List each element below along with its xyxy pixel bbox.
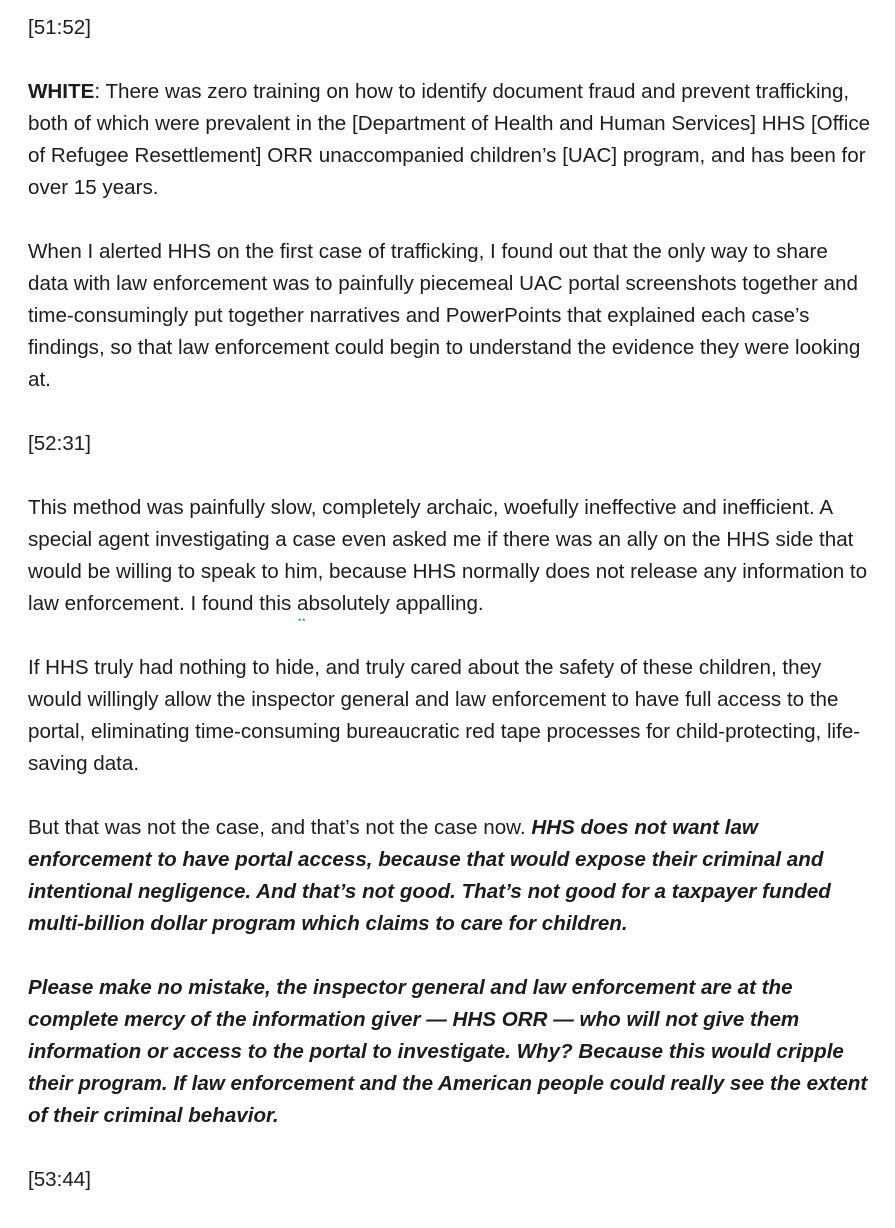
paragraph-4: If HHS truly had nothing to hide, and truly cared about the safety of these children, they would willingly allow the inspector general and law enforcement to have full access to the portal, eliminating time-consuming bureaucratic red tape processes for child-protecting, life-saving data.: [28, 656, 861, 775]
timestamp-3: [53:44]: [28, 1168, 91, 1191]
paragraph-1: [28, 76, 873, 204]
spellcheck-marked-word[interactable]: [297, 588, 309, 625]
paragraph-6: Please make no mistake, the inspector general and law enforcement are at the complete mercy of the information giver — HHS ORR — who will not give them information or access to the portal to investigate. Why? Because this would cripple their program. If law enforcement and the American people could really see the extent of their criminal behavior.: [28, 976, 868, 1127]
timestamp-1: [51:52]: [28, 16, 91, 39]
paragraph-1-text: There was zero training on how to identify document fraud and prevent trafficking, both of which were prevalent in the [Department of Health and Human Services] HHS [Office of Refugee Resettlement] ORR unaccompanied children’s [UAC] program, and has been for over 15 years.: [28, 80, 871, 199]
spellcheck-marked-letter: a: [297, 592, 309, 615]
speaker-name: WHITE: [28, 80, 95, 103]
timestamp-2: [52:31]: [28, 432, 91, 455]
paragraph-5-plain: But that was not the case, and that’s not the case now.: [28, 816, 532, 839]
spellcheck-dots-icon: ••: [298, 615, 307, 625]
paragraph-3: [28, 492, 873, 625]
speaker-separator: :: [94, 80, 101, 103]
paragraph-5: [28, 812, 873, 940]
paragraph-5-emphasis: HHS does not want law enforcement to have portal access, because that would expose their criminal and intentional negligence. And that’s not good. That’s not good for a taxpayer funded multi-billion dollar program which claims to care for children.: [28, 816, 831, 935]
paragraph-2: When I alerted HHS on the first case of trafficking, I found out that the only way to share data with law enforcement was to painfully piecemeal UAC portal screenshots together and time-consumingly put together narratives and PowerPoints that explained each case’s findings, so that law enforcement could begin to understand the evidence they were looking at.: [28, 240, 861, 391]
transcript-document: [28, 12, 873, 1228]
paragraph-3-text-after: bsolutely appalling.: [308, 592, 484, 615]
paragraph-3-text-before: This method was painfully slow, completely archaic, woefully ineffective and inefficient. A special agent investigating a case even asked me if there was an ally on the HHS side that would be willing to speak to him, because HHS normally does not release any information to law enforcement. I found this: [28, 496, 868, 615]
